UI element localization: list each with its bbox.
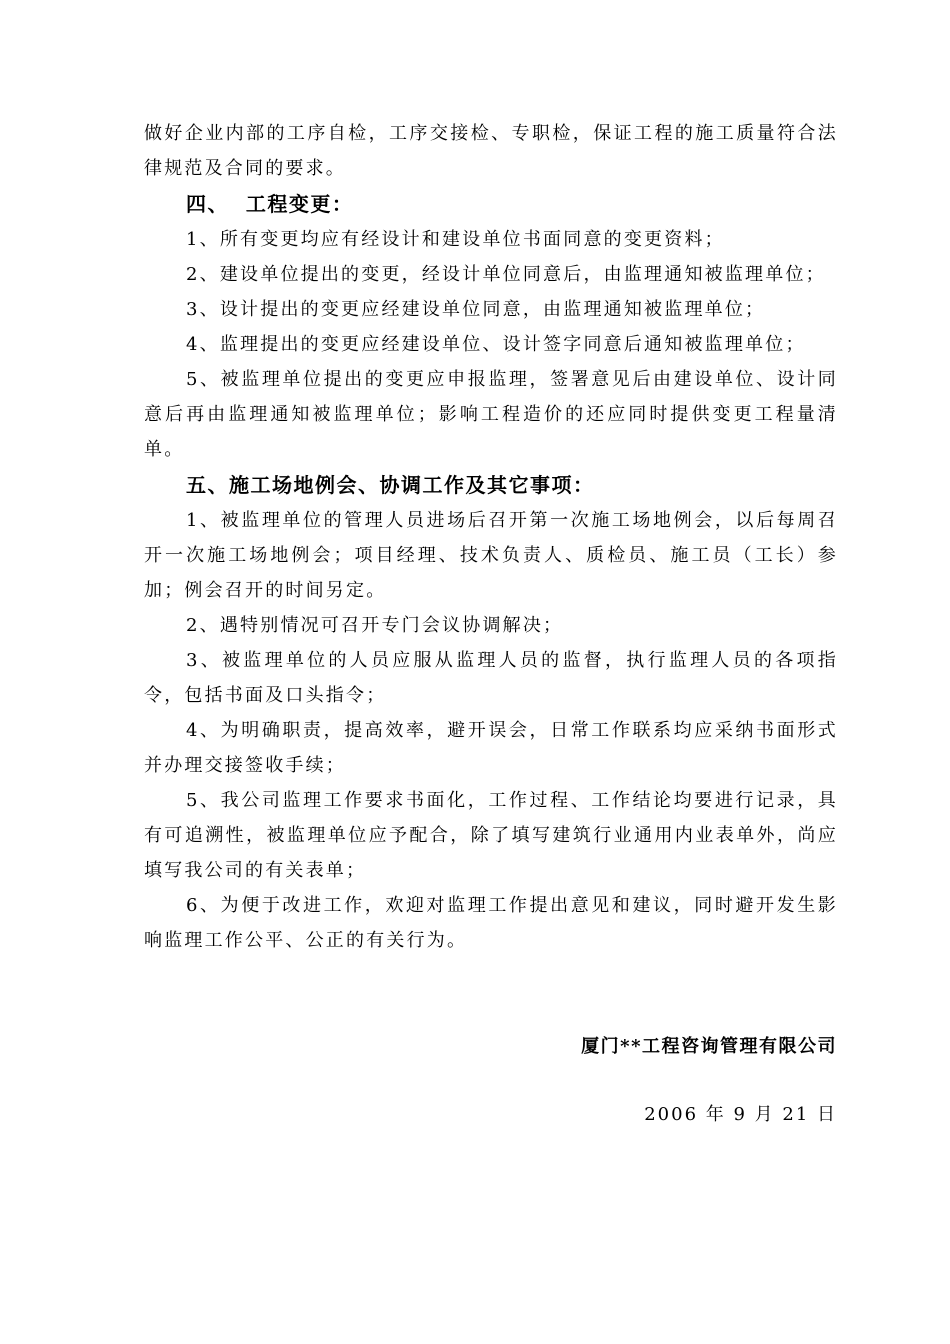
section-5-item-6: 6、为便于改进工作，欢迎对监理工作提出意见和建议，同时避开发生影响监理工作公平、公正的有关行为。 (144, 895, 838, 951)
section-5-item-5: 5、我公司监理工作要求书面化，工作过程、工作结论均要进行记录，具有可追溯性，被监理单位应予配合，除了填写建筑行业通用内业表单外，尚应填写我公司的有关表单； (144, 790, 838, 881)
section-4-item-2: 2、建设单位提出的变更，经设计单位同意后，由监理通知被监理单位； (186, 264, 826, 285)
section-5-item-1: 1、被监理单位的管理人员进场后召开第一次施工场地例会，以后每周召开一次施工场地例会；项目经理、技术负责人、质检员、施工员（工长）参加；例会召开的时间另定。 (144, 510, 838, 601)
section-5-item-4: 4、为明确职责，提高效率，避开误会，日常工作联系均应采纳书面形式并办理交接签收手续； (144, 720, 838, 776)
signature-date: 2006 年 9 月 21 日 (644, 1104, 837, 1125)
section-4-item-5: 5、被监理单位提出的变更应申报监理，签署意见后由建设单位、设计同意后再由监理通知被监理单位；影响工程造价的还应同时提供变更工程量清单。 (144, 369, 838, 460)
section-4-heading: 四、 工程变更： (186, 192, 354, 216)
section-5-item-3: 3、被监理单位的人员应服从监理人员的监督，执行监理人员的各项指令，包括书面及口头指令； (144, 650, 838, 706)
section-4-item-3: 3、设计提出的变更应经建设单位同意，由监理通知被监理单位； (186, 299, 766, 320)
section-4-item-1: 1、所有变更均应有经设计和建设单位书面同意的变更资料； (186, 229, 725, 250)
section-5-heading: 五、施工场地例会、协调工作及其它事项： (186, 473, 595, 497)
company-signature: 厦门**工程咨询管理有限公司 (581, 1036, 837, 1057)
document-body (144, 116, 838, 958)
section-4-item-4: 4、监理提出的变更应经建设单位、设计签字同意后通知被监理单位； (186, 334, 806, 355)
intro-paragraph: 做好企业内部的工序自检，工序交接检、专职检，保证工程的施工质量符合法律规范及合同的要求。 (144, 123, 838, 179)
section-5-item-2: 2、遇特别情况可召开专门会议协调解决； (186, 615, 564, 636)
